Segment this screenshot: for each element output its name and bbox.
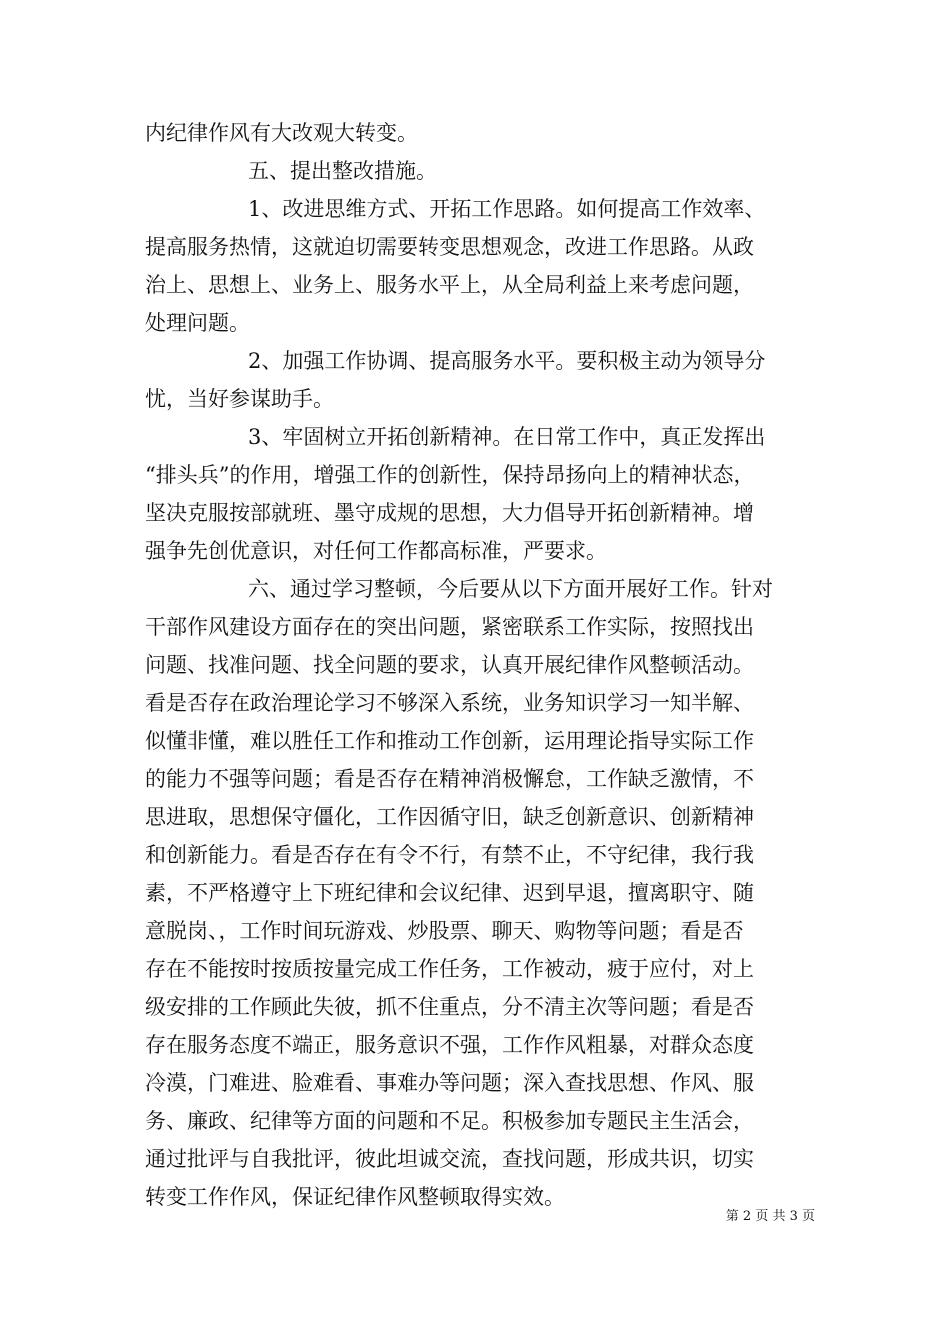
text-line: 务、廉政、纪律等方面的问题和不足。积极参加专题民主生活会， [145, 1109, 754, 1133]
text-line: 处理问题。 [145, 311, 250, 335]
text-line: 素，不严格遵守上下班纪律和会议纪律、迟到早退，擅离职守、随 [145, 881, 754, 905]
text-line: 2、加强工作协调、提高服务水平。要积极主动为领导分 [248, 349, 766, 373]
text-line: 干部作风建设方面存在的突出问题，紧密联系工作实际，按照找出 [145, 615, 754, 639]
section-heading: 六、通过学习整顿，今后要从以下方面开展好工作。针对 [248, 577, 773, 601]
text-line: 级安排的工作顾此失彼，抓不住重点，分不清主次等问题；看是否 [145, 995, 754, 1019]
text-line: 强争先创优意识，对任何工作都高标准，严要求。 [145, 539, 607, 563]
text-line: 存在不能按时按质按量完成工作任务，工作被动，疲于应付，对上 [145, 957, 754, 981]
text-line: 提高服务热情，这就迫切需要转变思想观念，改进工作思路。从政 [145, 235, 754, 259]
text-line: 通过批评与自我批评，彼此坦诚交流，查找问题，形成共识，切实 [145, 1147, 754, 1171]
text-line: 内纪律作风有大改观大转变。 [145, 121, 418, 145]
text-line: 思进取，思想保守僵化，工作因循守旧，缺乏创新意识、创新精神 [145, 805, 754, 829]
text-line: 和创新能力。看是否存在有令不行，有禁不止，不守纪律，我行我 [145, 843, 754, 867]
text-line: 存在服务态度不端正，服务意识不强，工作作风粗暴，对群众态度 [145, 1033, 754, 1057]
section-heading: 五、提出整改措施。 [248, 159, 437, 183]
text-line: 意脱岗、，工作时间玩游戏、炒股票、聊天、购物等问题；看是否 [145, 919, 744, 943]
text-line: 治上、思想上、业务上、服务水平上，从全局利益上来考虑问题， [145, 273, 754, 297]
text-line: 冷漠，门难进、脸难看、事难办等问题；深入查找思想、作风、服 [145, 1071, 754, 1095]
text-line: 的能力不强等问题；看是否存在精神消极懈怠，工作缺乏激情，不 [145, 767, 754, 791]
text-line: 坚决克服按部就班、墨守成规的思想，大力倡导开拓创新精神。增 [145, 501, 754, 525]
text-line: 转变工作作风，保证纪律作风整顿取得实效。 [145, 1185, 565, 1209]
text-line: 问题、找准问题、找全问题的要求，认真开展纪律作风整顿活动。 [145, 653, 754, 677]
text-line: 看是否存在政治理论学习不够深入系统，业务知识学习一知半解、 [145, 691, 754, 715]
page-number-footer: 第 2 页 共 3 页 [725, 1209, 815, 1224]
text-line: 似懂非懂，难以胜任工作和推动工作创新，运用理论指导实际工作 [145, 729, 754, 753]
text-line: “排头兵”的作用，增强工作的创新性，保持昂扬向上的精神状态， [145, 463, 755, 487]
text-line: 1、改进思维方式、开拓工作思路。如何提高工作效率、 [248, 197, 766, 221]
text-line: 3、牢固树立开拓创新精神。在日常工作中，真正发挥出 [248, 425, 766, 449]
text-line: 忧，当好参谋助手。 [145, 387, 334, 411]
